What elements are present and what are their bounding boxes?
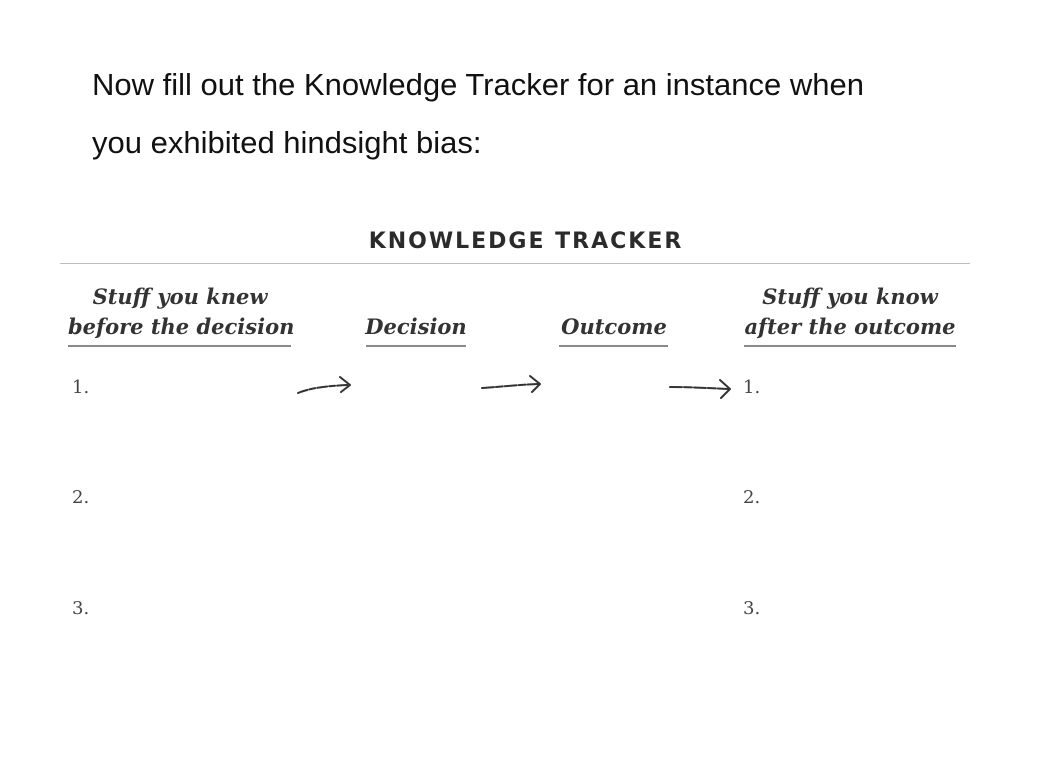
column-underline-decision <box>366 345 466 347</box>
arrow-icon-outcome-to-after <box>668 376 734 402</box>
before-item-number-3: 3. <box>72 598 90 619</box>
title-divider <box>60 263 970 264</box>
arrow-icon-before-to-decision <box>296 373 356 397</box>
column-underline-after <box>744 345 956 347</box>
column-header-decision <box>364 312 468 342</box>
tracker-title: KNOWLEDGE TRACKER <box>368 229 684 254</box>
column-header-before-line-1: Stuff you knew <box>92 284 268 309</box>
column-header-outcome <box>557 312 671 342</box>
column-underline-outcome <box>559 345 668 347</box>
instructions-line-2: you exhibited hindsight bias: <box>92 125 482 160</box>
before-item-number-1: 1. <box>72 377 90 398</box>
column-header-after-line-2: after the outcome <box>744 314 956 339</box>
column-header-after <box>742 282 958 342</box>
after-item-number-2: 2. <box>743 487 761 508</box>
arrow-icon-decision-to-outcome <box>480 372 546 396</box>
column-header-after-line-1: Stuff you know <box>762 284 938 309</box>
after-item-number-3: 3. <box>743 598 761 619</box>
instructions-line-1: Now fill out the Knowledge Tracker for an instance when <box>92 67 864 102</box>
column-header-before-line-2: before the decision <box>68 314 295 339</box>
column-header-outcome-label: Outcome <box>561 314 667 339</box>
instructions <box>92 56 992 172</box>
column-header-before <box>68 282 295 342</box>
column-underline-before <box>68 345 291 347</box>
before-item-number-2: 2. <box>72 487 90 508</box>
column-header-decision-label: Decision <box>365 314 467 339</box>
after-item-number-1: 1. <box>743 377 761 398</box>
